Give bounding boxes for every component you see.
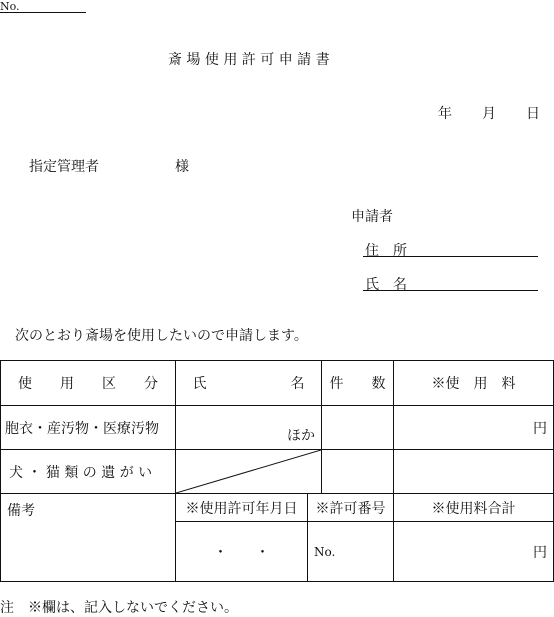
honorific: 様 (175, 159, 189, 175)
applicant-name-label: 氏 名 (365, 277, 407, 293)
addressee: 指定管理者 (29, 159, 99, 175)
remarks-label: 備考 (7, 503, 35, 519)
header-name: 氏 名 (176, 361, 322, 406)
permit-date-value: ・ ・ (176, 522, 308, 582)
diagonal-strike (176, 450, 321, 493)
table-row (1, 406, 554, 450)
header-count: 件 数 (322, 361, 394, 406)
row2-name-cell-crossed (176, 450, 322, 494)
row2-fee-cell[interactable] (394, 450, 554, 494)
row1-hoka: ほか (287, 428, 315, 444)
row1-count-cell[interactable] (322, 406, 394, 450)
row2-label: 犬 ・ 猫 類 の 遺 が い (1, 450, 176, 494)
header-usage: 使 用 区 分 (1, 361, 176, 406)
applicant-name-line (363, 290, 538, 291)
applicant-heading: 申請者 (351, 209, 393, 225)
applicant-address-label: 住 所 (365, 243, 407, 259)
intro-text: 次のとおり斎場を使用したいので申請します。 (15, 328, 308, 344)
row1-fee-cell: 円 (394, 406, 554, 450)
fee-total-value: 円 (394, 522, 554, 582)
fee-total-header: ※使用料合計 (394, 494, 554, 522)
date-month: 月 (482, 106, 496, 122)
table-footer-header-row (1, 494, 554, 522)
application-table (0, 360, 554, 582)
row1-name-cell[interactable] (176, 406, 322, 450)
permit-no-value: No. (308, 522, 394, 582)
header-fee: ※使 用 料 (394, 361, 554, 406)
form-number-label: No. (0, 0, 20, 13)
permit-date-header: ※使用許可年月日 (176, 494, 308, 522)
permit-no-header: ※許可番号 (308, 494, 394, 522)
row1-label: 胞衣・産汚物・医療汚物 (1, 406, 176, 450)
row2-count-cell[interactable] (322, 450, 394, 494)
table-row (1, 450, 554, 494)
date-year: 年 (438, 106, 452, 122)
form-title: 斎 場 使 用 許 可 申 請 書 (168, 52, 330, 68)
date-day: 日 (526, 106, 540, 122)
table-header-row (1, 361, 554, 406)
remarks-cell[interactable] (1, 494, 176, 582)
form-number (0, 0, 86, 13)
applicant-address-line (363, 256, 538, 257)
footnote: 注 ※欄は、記入しないでください。 (0, 600, 238, 616)
